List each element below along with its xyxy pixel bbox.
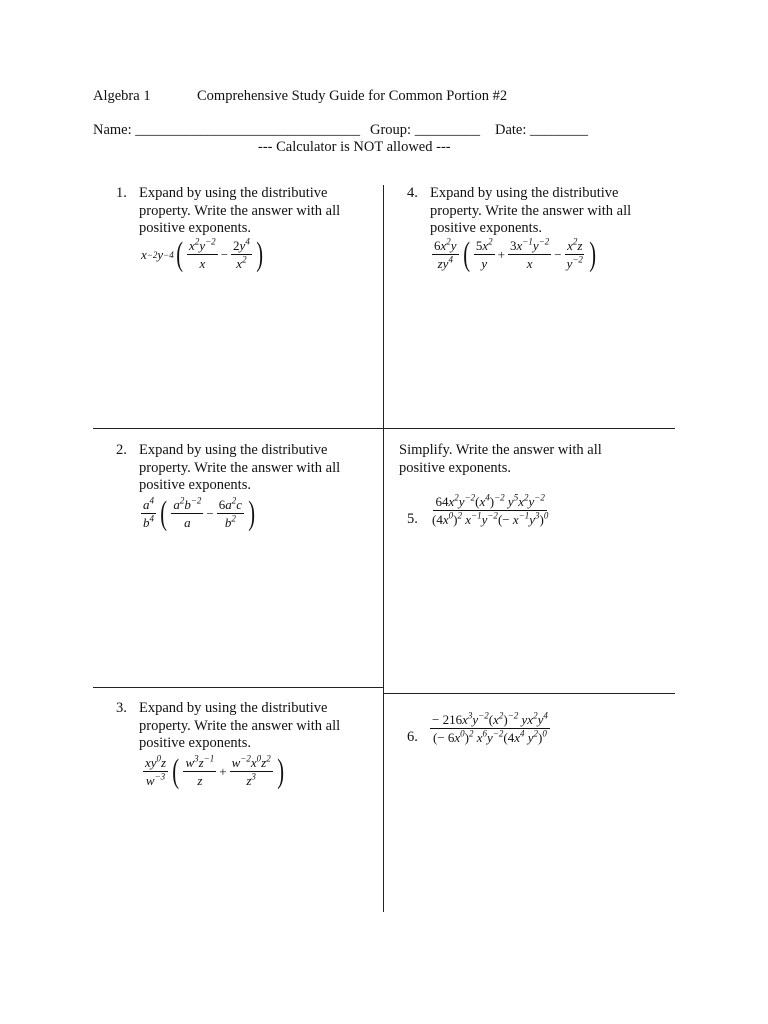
instruction-line: property. Write the answer with all [430, 202, 632, 219]
problem-5-number: 5. [407, 511, 418, 527]
problem-2-expression: $\frac{a^4}{b^4}$ ( $\frac{a^2b^{-2}}{a}$ − $\frac{6a^2c}{b^2}$ ) [143, 494, 256, 532]
horizontal-divider-2-right [383, 693, 675, 694]
simplify-instructions [399, 442, 602, 477]
instruction-line: property. Write the answer with all [139, 202, 341, 219]
problem-5-expression: $\frac{64x^2y^{-2}(x^4)^{-2} y^5x^2y^{-2}}{(4x^0)^2 x^{-1}y^{-2}(- x^{-1}y^3)^0}$ [432, 492, 549, 527]
problem-4-number: 4. [407, 185, 418, 201]
page-title: Comprehensive Study Guide for Common Portion #2 [197, 88, 508, 104]
instruction-line: positive exponents. [399, 459, 511, 476]
instruction-line: positive exponents. [430, 220, 542, 236]
name-field: Name: _______________________________ [93, 122, 361, 138]
instruction-line: Simplify. Write the answer with all [399, 442, 602, 458]
horizontal-divider-2-left [93, 687, 384, 688]
calculator-note: --- Calculator is NOT allowed --- [258, 139, 451, 155]
instruction-line: Expand by using the distributive [139, 185, 328, 201]
problem-2-instructions [139, 442, 340, 495]
date-field: Date: ________ [495, 122, 589, 138]
problem-4-expression: $\frac{6x^2y}{zy^4}$ ( $\frac{5x^2}{y}$ + $\frac{3x^{-1}y^{-2}}{x}$ − $\frac{x^2z}{y^{-2}}$ ) [434, 235, 596, 273]
problem-1-number: 1. [116, 185, 127, 201]
instruction-line: property. Write the answer with all [139, 459, 341, 476]
problem-2-number: 2. [116, 442, 127, 458]
course-label: Algebra 1 [93, 88, 151, 104]
problem-1-instructions [139, 185, 340, 238]
problem-3-number: 3. [116, 700, 127, 716]
instruction-line: positive exponents. [139, 477, 251, 493]
instruction-line: Expand by using the distributive [139, 442, 328, 458]
problem-4-instructions [430, 185, 631, 238]
instruction-line: positive exponents. [139, 220, 251, 236]
group-field: Group: _________ [370, 122, 480, 138]
horizontal-divider-1 [93, 428, 675, 429]
problem-6-number: 6. [407, 729, 418, 745]
instruction-line: property. Write the answer with all [139, 717, 341, 734]
problem-1-expression: x −2 y −4 ( $\frac{x^2y^{-2}}{x}$ − $\frac{2y^4}{x^2}$ ) [141, 235, 263, 273]
instruction-line: positive exponents. [139, 735, 251, 751]
instruction-line: Expand by using the distributive [430, 185, 619, 201]
vertical-divider [383, 185, 384, 912]
instruction-line: Expand by using the distributive [139, 700, 328, 716]
problem-3-instructions [139, 700, 340, 753]
problem-3-expression: $\frac{xy^0z}{w^{-3}}$ ( $\frac{w^3z^{-1}}{z}$ + $\frac{w^{-2}x^0z^2}{z^3}$ ) [145, 752, 284, 790]
problem-6-expression: $\frac{- 216x^3y^{-2}(x^2)^{-2} yx^2y^4}{(- 6x^0)^2 x^6y^{-2}(4x^4 y^2)^0}$ [432, 710, 548, 745]
